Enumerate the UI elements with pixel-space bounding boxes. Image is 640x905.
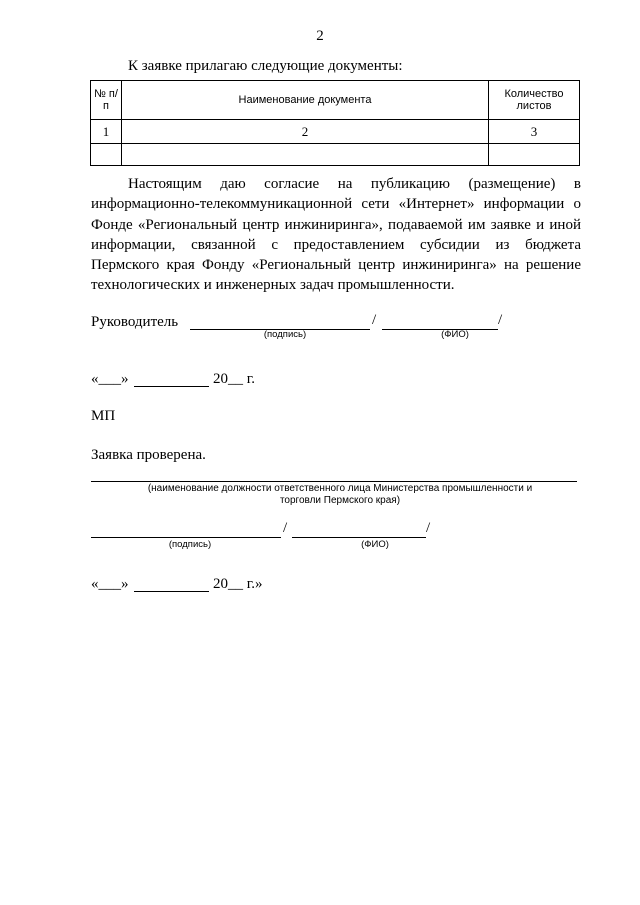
checked-label: Заявка проверена. — [91, 447, 206, 463]
table-cell — [489, 144, 580, 166]
column-number-1: 1 — [91, 120, 122, 144]
slash-separator: / — [426, 520, 431, 536]
header-number: № п/п — [91, 81, 122, 120]
slash-separator: / — [283, 520, 288, 536]
table-row — [91, 120, 580, 144]
table-cell — [122, 144, 489, 166]
fio-line — [292, 524, 426, 538]
date-year-final: 20__ г.» — [213, 576, 263, 592]
date-month-line — [134, 373, 209, 387]
signature-caption: (подпись) — [168, 539, 212, 550]
date-day: «___» — [91, 576, 129, 592]
page-number: 2 — [316, 28, 324, 44]
position-line — [91, 468, 577, 482]
stamp-placeholder: МП — [91, 408, 116, 424]
date-year: 20__ г. — [213, 371, 255, 387]
slash-separator: / — [372, 312, 377, 328]
position-caption: (наименование должности ответственного лица Министерства промышленности и торговли Пермского края) — [147, 483, 533, 506]
fio-caption: (ФИО) — [361, 539, 389, 550]
signature-line — [190, 316, 370, 330]
slash-separator: / — [498, 312, 503, 328]
header-sheet-count: Количество листов — [489, 81, 580, 120]
column-number-2: 2 — [122, 120, 489, 144]
signature-line — [91, 524, 281, 538]
documents-table — [90, 80, 580, 166]
fio-caption: (ФИО) — [441, 329, 469, 340]
head-label: Руководитель — [91, 314, 179, 330]
header-document-name: Наименование документа — [122, 81, 489, 120]
consent-paragraph: Настоящим даю согласие на публикацию (размещение) в информационно-телекоммуникационной сети «Интернет» информации о Фонде «Региональный центр инжиниринга», подаваемой им заявке и иной информации, связанной с предоставлением субсидии из бюджета Пермского края Фонду «Региональный центр инжиниринга» на решение технологических и инженерных задач промышленности. — [91, 176, 581, 294]
fio-line — [382, 316, 498, 330]
attachments-intro: К заявке прилагаю следующие документы: — [128, 58, 403, 74]
date-month-line — [134, 578, 209, 592]
date-day: «___» — [91, 371, 129, 387]
table-row — [91, 144, 580, 166]
signature-caption: (подпись) — [263, 329, 307, 340]
table-header-row — [91, 81, 580, 120]
table-cell — [91, 144, 122, 166]
column-number-3: 3 — [489, 120, 580, 144]
